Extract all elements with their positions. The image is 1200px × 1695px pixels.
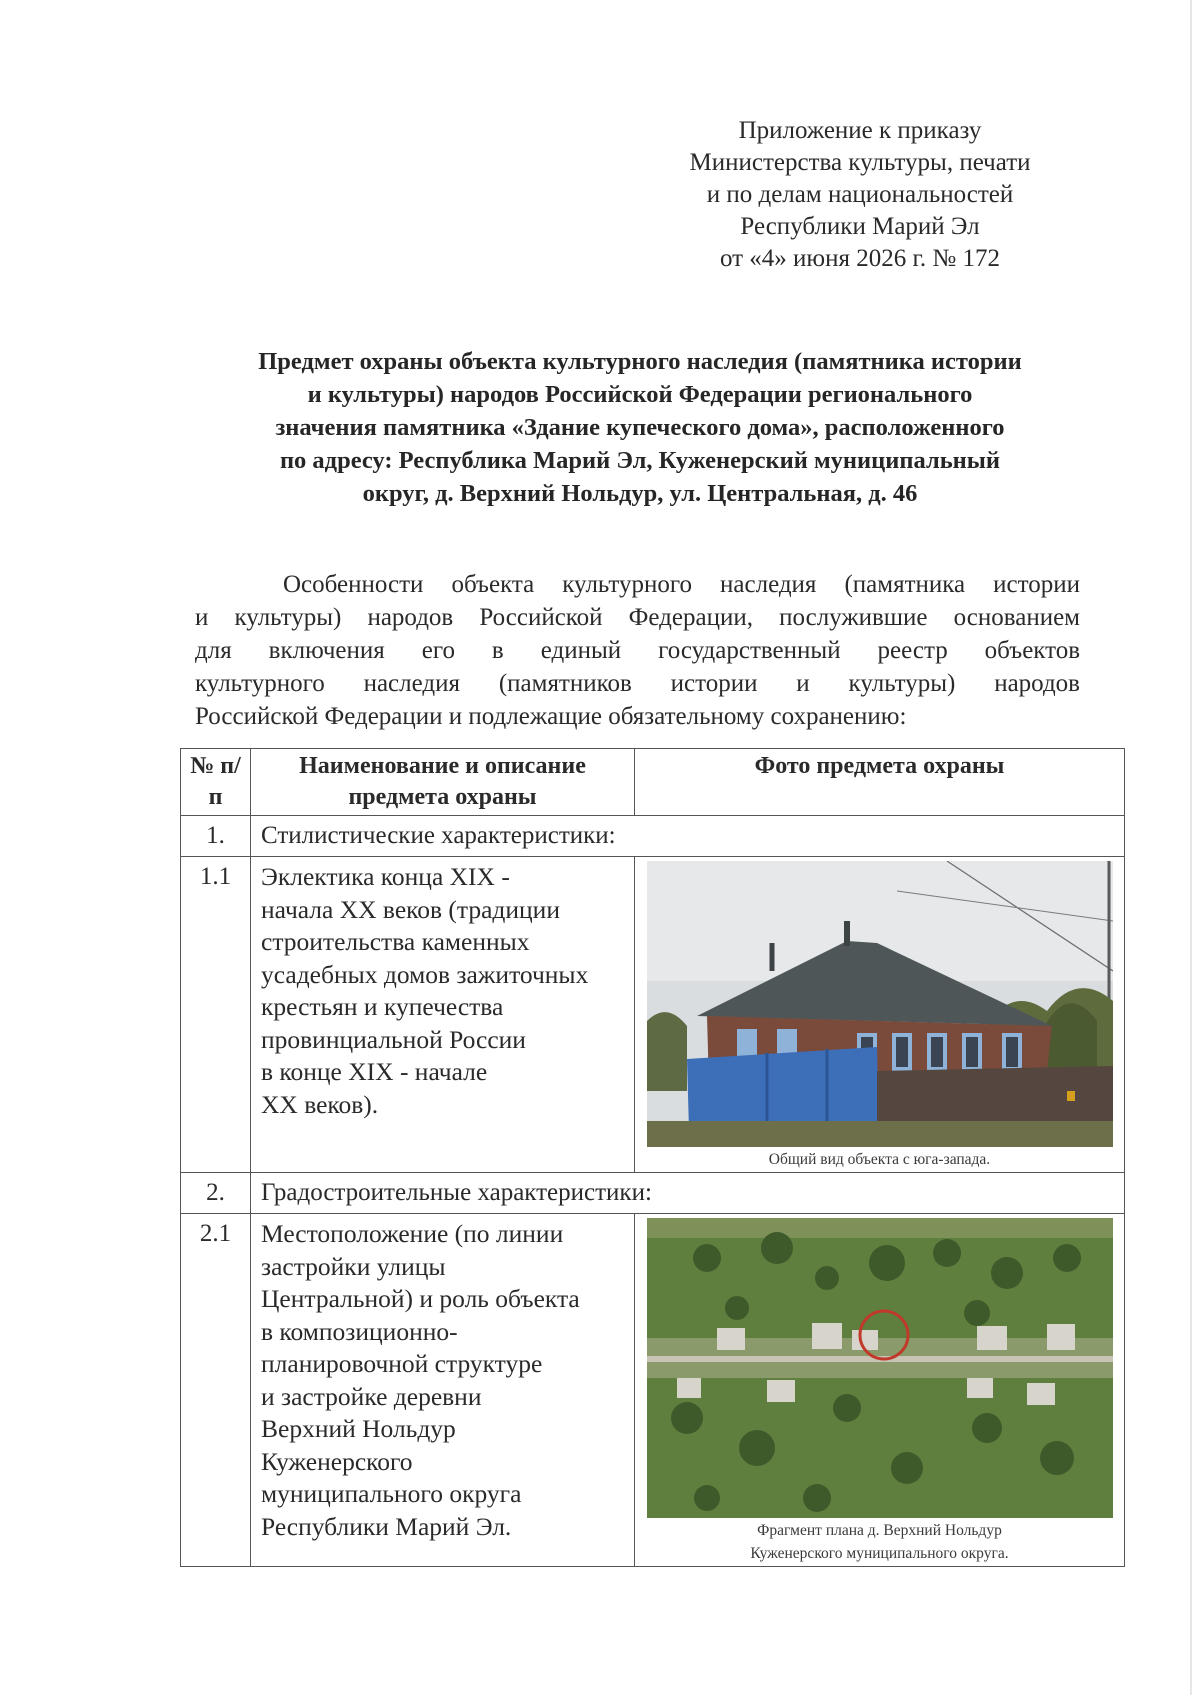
desc-line: крестьян и купечества	[261, 992, 504, 1021]
intro-line: культурного наследия (памятников истории и культуры) народов	[195, 670, 1080, 697]
section-title: Стилистические характеристики:	[251, 816, 1125, 857]
photo-caption: Фрагмент плана д. Верхний Нольдур	[757, 1522, 1002, 1539]
item-description	[251, 1214, 635, 1567]
document-title	[150, 345, 1130, 510]
desc-line: и застройке деревни	[261, 1381, 482, 1411]
desc-line: Центральной) и роль объекта	[261, 1284, 580, 1313]
desc-line: в композиционно-	[261, 1316, 458, 1346]
title-line: и культуры) народов Российской Федерации регионального	[307, 381, 973, 408]
desc-line: Республики Марий Эл.	[261, 1511, 512, 1541]
aerial-map-photo	[647, 1218, 1113, 1518]
desc-line: Местоположение (по линии	[261, 1219, 564, 1248]
section-row	[181, 816, 1125, 857]
photo-cell	[635, 1214, 1125, 1567]
header-photo: Фото предмета охраны	[635, 749, 1125, 816]
appendix-block	[640, 115, 1080, 275]
item-num: 2.1	[181, 1214, 251, 1567]
intro-paragraph	[195, 568, 1080, 733]
intro-line: Особенности объекта культурного наследия (памятника истории	[283, 571, 1080, 598]
intro-line: для включения его в единый государственный реестр объектов	[195, 637, 1080, 664]
item-num: 1.1	[181, 857, 251, 1173]
house-photo	[647, 861, 1113, 1147]
desc-line: провинциальной России	[261, 1024, 526, 1054]
page-edge-shadow	[1190, 0, 1192, 1695]
table-header-row	[181, 749, 1125, 816]
title-line: округ, д. Верхний Нольдур, ул. Центральная, д. 46	[362, 480, 918, 507]
protection-table	[180, 748, 1125, 1567]
desc-line: Верхний Нольдур	[261, 1414, 456, 1443]
desc-line: Эклектика конца XIX -	[261, 862, 510, 891]
section-num: 1.	[181, 816, 251, 857]
desc-line: Куженерского	[261, 1446, 413, 1476]
appendix-line: и по делам национальностей	[706, 181, 1014, 208]
appendix-line: Министерства культуры, печати	[689, 149, 1031, 176]
table-row	[181, 857, 1125, 1173]
table-row	[181, 1214, 1125, 1567]
title-line: по адресу: Республика Марий Эл, Куженерский муниципальный	[279, 447, 1001, 474]
photo-cell	[635, 857, 1125, 1173]
desc-line: планировочной структуре	[261, 1349, 543, 1378]
desc-line: строительства каменных	[261, 927, 530, 956]
desc-line: застройки улицы	[261, 1251, 446, 1281]
appendix-line: Приложение к приказу	[738, 117, 982, 144]
desc-line: муниципального округа	[261, 1479, 522, 1508]
desc-line: усадебных домов зажиточных	[261, 959, 589, 989]
item-description	[251, 857, 635, 1173]
section-num: 2.	[181, 1173, 251, 1214]
photo-caption: Общий вид объекта с юга-запада.	[768, 1151, 991, 1168]
desc-line: в конце XIX - начале	[261, 1057, 488, 1086]
section-row	[181, 1173, 1125, 1214]
title-line: значения памятника «Здание купеческого дома», расположенного	[275, 414, 1005, 441]
header-desc: Наименование и описание предмета охраны	[251, 749, 635, 816]
intro-line: и культуры) народов Российской Федерации, послужившие основанием	[195, 604, 1080, 631]
desc-line: начала XX веков (традиции	[261, 894, 560, 924]
intro-line: Российской Федерации и подлежащие обязательному сохранению:	[195, 703, 907, 730]
header-num: № п/п	[181, 749, 251, 816]
desc-line: XX веков).	[261, 1089, 379, 1119]
appendix-line: от «4» июня 2026 г. № 172	[719, 245, 1001, 272]
photo-caption: Куженерского муниципального округа.	[750, 1545, 1009, 1562]
appendix-line: Республики Марий Эл	[740, 213, 980, 240]
section-title: Градостроительные характеристики:	[251, 1173, 1125, 1214]
title-line: Предмет охраны объекта культурного наследия (памятника истории	[258, 348, 1022, 375]
